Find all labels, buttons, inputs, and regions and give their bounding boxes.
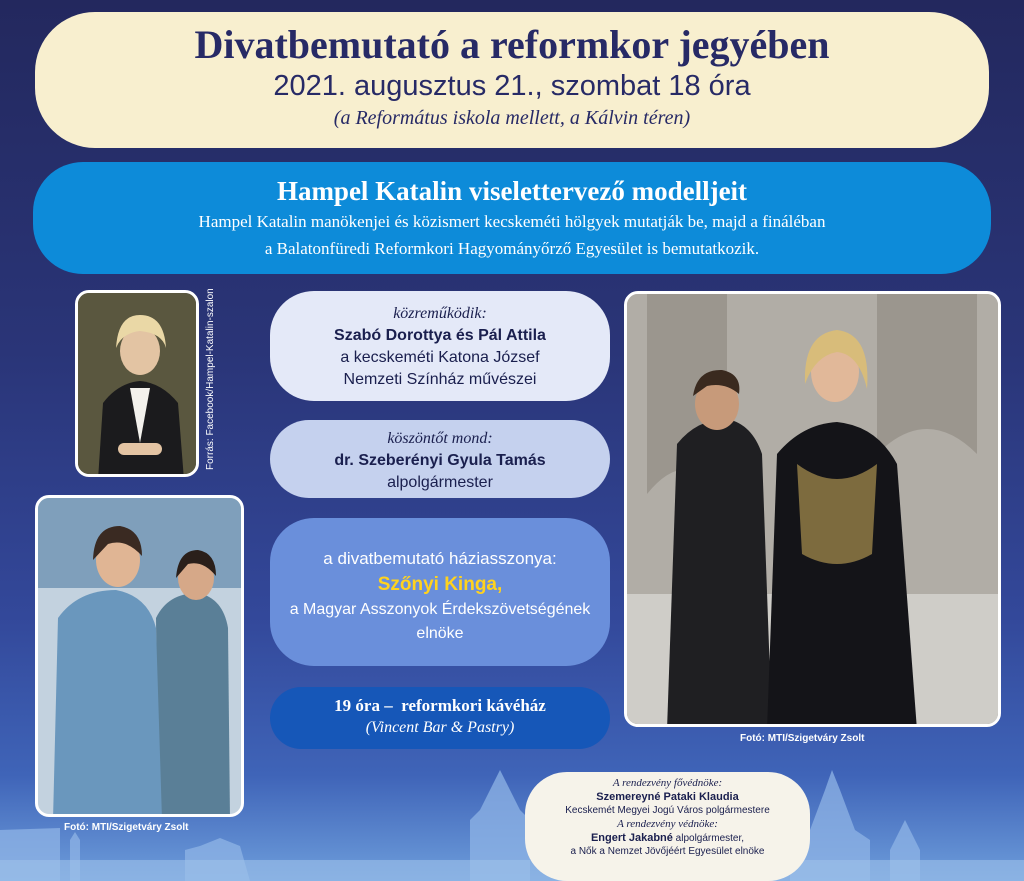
contributors-line1: a kecskeméti Katona József <box>340 349 540 366</box>
designer-description-line1: Hampel Katalin manökenjei és közismert kecskeméti hölgyek mutatják be, majd a fináléban <box>198 212 826 231</box>
greeting-label: köszöntőt mond: <box>387 430 493 447</box>
event-date: 2021. augusztus 21., szombat 18 óra <box>273 70 751 102</box>
patron-name-main: Szemereyné Pataki Klaudia <box>596 791 739 803</box>
greeting-name: dr. Szeberényi Gyula Tamás <box>334 452 546 469</box>
patron-role-second-line2: a Nők a Nemzet Jövőjéért Egyesület elnöke <box>570 846 765 857</box>
contributors-line2: Nemzeti Színház művészei <box>343 371 537 388</box>
portrait-figure <box>78 293 199 477</box>
cafe-line <box>270 695 610 717</box>
event-location: (a Református iskola mellett, a Kálvin téren) <box>333 107 691 129</box>
cafe-box <box>270 687 610 749</box>
host-role-line1: a Magyar Asszonyok Érdekszövetségének <box>289 601 591 618</box>
models-photo-left <box>35 495 244 817</box>
patron-role-second: alpolgármester, <box>675 833 745 844</box>
title-banner <box>35 12 989 148</box>
patron-name-second: Engert Jakabné <box>590 832 673 844</box>
right-photo-credit: Fotó: MTI/Szigetváry Zsolt <box>740 733 865 744</box>
contributors-box <box>270 291 610 401</box>
contributors-label: közreműködik: <box>393 305 487 322</box>
designer-banner <box>33 162 991 274</box>
designer-portrait-photo <box>75 290 199 477</box>
patron-second-line <box>525 831 810 845</box>
cafe-name: reformkori kávéház <box>401 696 546 715</box>
host-box <box>270 518 610 666</box>
portrait-source-credit: Forrás: Facebook/Hampel-Katalin-szalon <box>205 288 216 470</box>
runway-figure <box>627 294 1001 727</box>
designer-title: Hampel Katalin viselettervező modelljeit <box>276 176 748 206</box>
models-figure <box>38 498 244 817</box>
left-photo-credit: Fotó: MTI/Szigetváry Zsolt <box>64 822 189 833</box>
host-name: Szőnyi Kinga, <box>377 574 503 595</box>
models-photo-right <box>624 291 1001 727</box>
patron-role-main: Kecskemét Megyei Jogú Város polgármestere <box>565 805 770 816</box>
host-label: a divatbemutató háziasszonya: <box>323 549 557 568</box>
contributors-names: Szabó Dorottya és Pál Attila <box>334 327 546 344</box>
cafe-time: 19 óra – <box>334 696 393 715</box>
patron-label-main: A rendezvény fővédnöke: <box>612 777 723 789</box>
host-role-line2: elnöke <box>416 625 464 642</box>
cafe-venue: (Vincent Bar & Pastry) <box>365 719 515 736</box>
designer-description-line2: a Balatonfüredi Reformkori Hagyományőrző Egyesület is bemutatkozik. <box>264 239 760 258</box>
page-title: Divatbemutató a reformkor jegyében <box>194 22 830 67</box>
patron-box <box>525 772 810 881</box>
patron-label-second: A rendezvény védnöke: <box>617 818 718 830</box>
greeting-box <box>270 420 610 498</box>
greeting-role: alpolgármester <box>387 474 493 491</box>
